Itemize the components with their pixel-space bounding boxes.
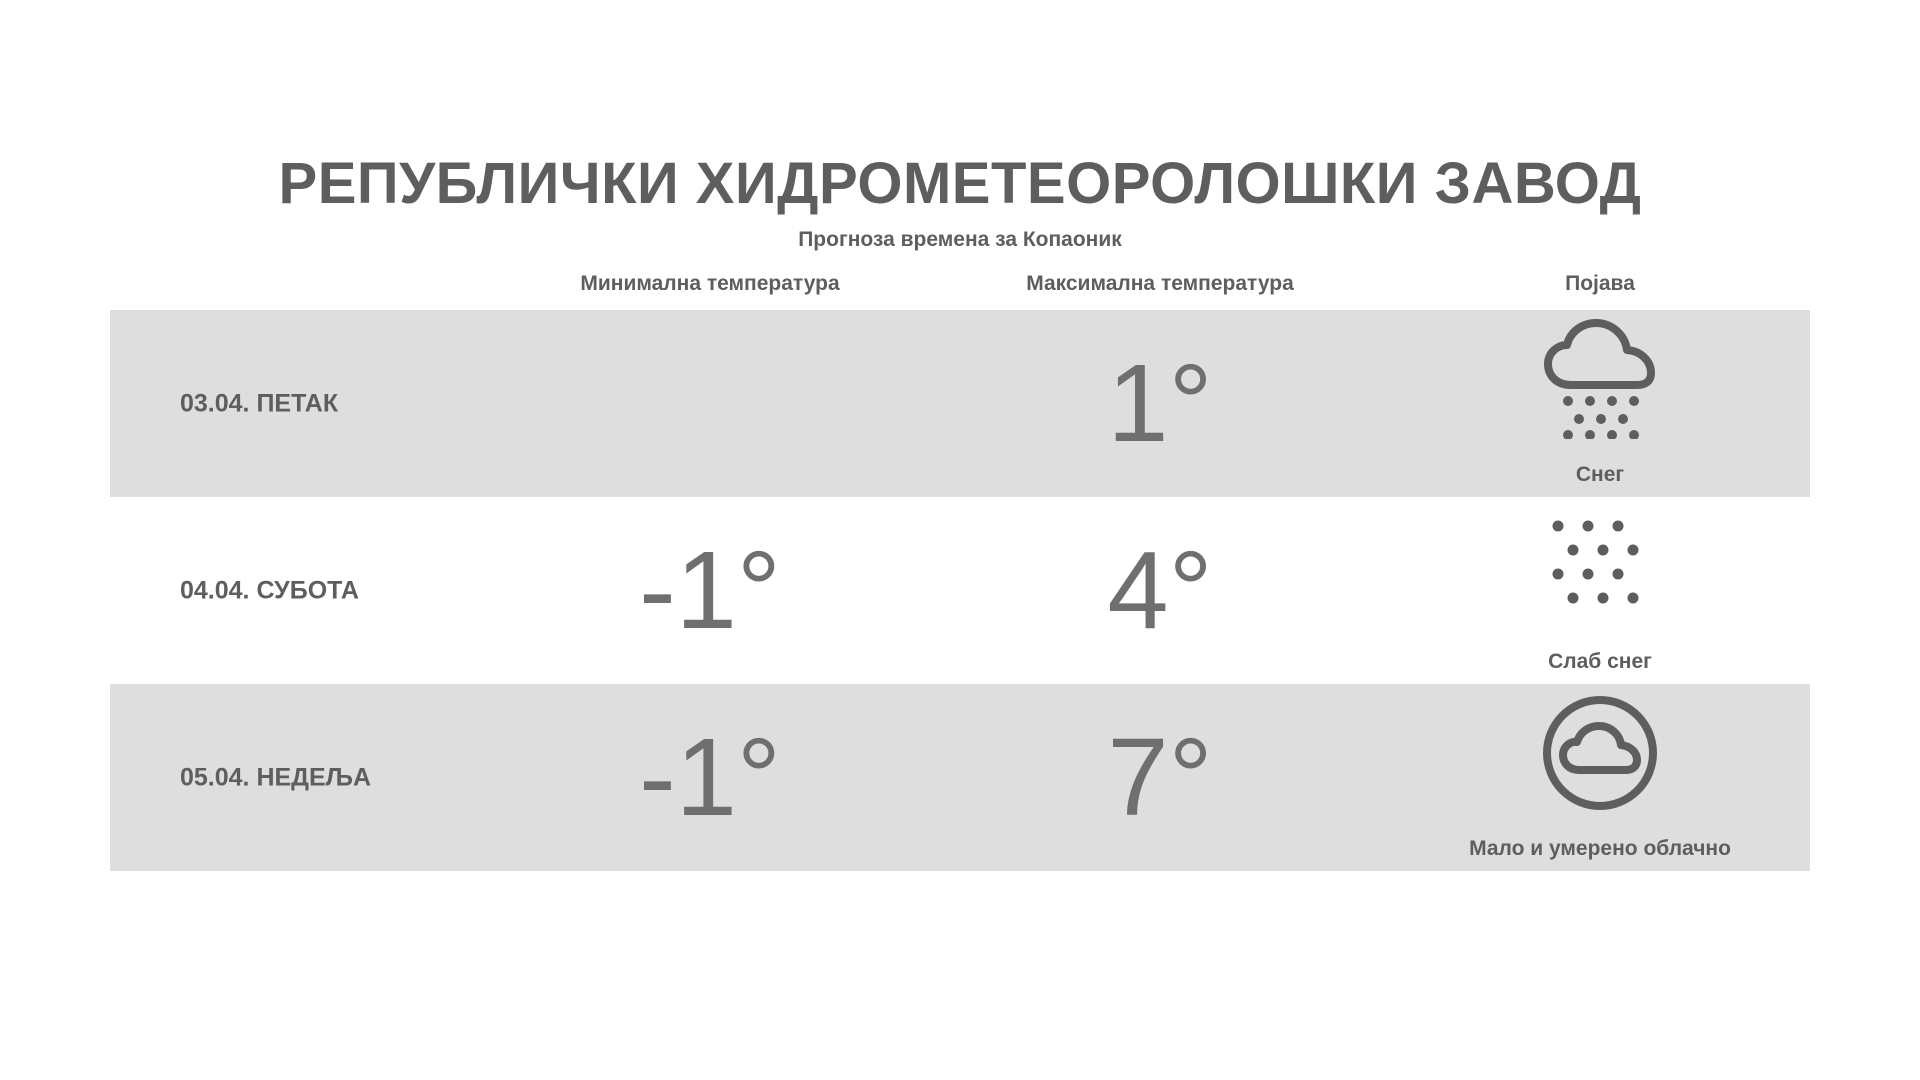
column-header-phenomenon: Појава <box>1565 272 1635 295</box>
row-phenomenon <box>1420 497 1780 684</box>
forecast-table <box>110 272 1810 871</box>
cloud-snow-icon <box>1420 316 1780 442</box>
row-phenomenon <box>1420 310 1780 497</box>
row-min-temp: -1° <box>639 715 781 839</box>
row-day-label: 04.04. СУБОТА <box>180 576 359 604</box>
column-header-min-temp: Минимална температура <box>580 272 840 295</box>
table-row <box>110 497 1810 684</box>
page-subtitle: Прогноза времена за Копаоник <box>798 228 1122 251</box>
row-day-label: 03.04. ПЕТАК <box>180 389 339 417</box>
row-max-temp: 7° <box>1107 715 1213 839</box>
page-title: РЕПУБЛИЧКИ ХИДРОМЕТЕОРОЛОШКИ ЗАВОД <box>278 151 1642 216</box>
table-row <box>110 684 1810 871</box>
table-row <box>110 310 1810 497</box>
table-column-headers <box>110 272 1810 310</box>
snow-flakes-icon <box>1420 503 1780 629</box>
phenomenon-label: Мало и умерено облачно <box>1469 837 1731 860</box>
row-min-temp: -1° <box>639 528 781 652</box>
partly-cloudy-circle-icon <box>1420 690 1780 816</box>
row-max-temp: 4° <box>1107 528 1213 652</box>
row-phenomenon <box>1420 684 1780 871</box>
row-day-label: 05.04. НЕДЕЉА <box>180 763 372 791</box>
phenomenon-label: Слаб снег <box>1548 650 1652 673</box>
column-header-max-temp: Максимална температура <box>1026 272 1294 295</box>
row-max-temp: 1° <box>1107 341 1213 465</box>
phenomenon-label: Снег <box>1575 463 1625 486</box>
